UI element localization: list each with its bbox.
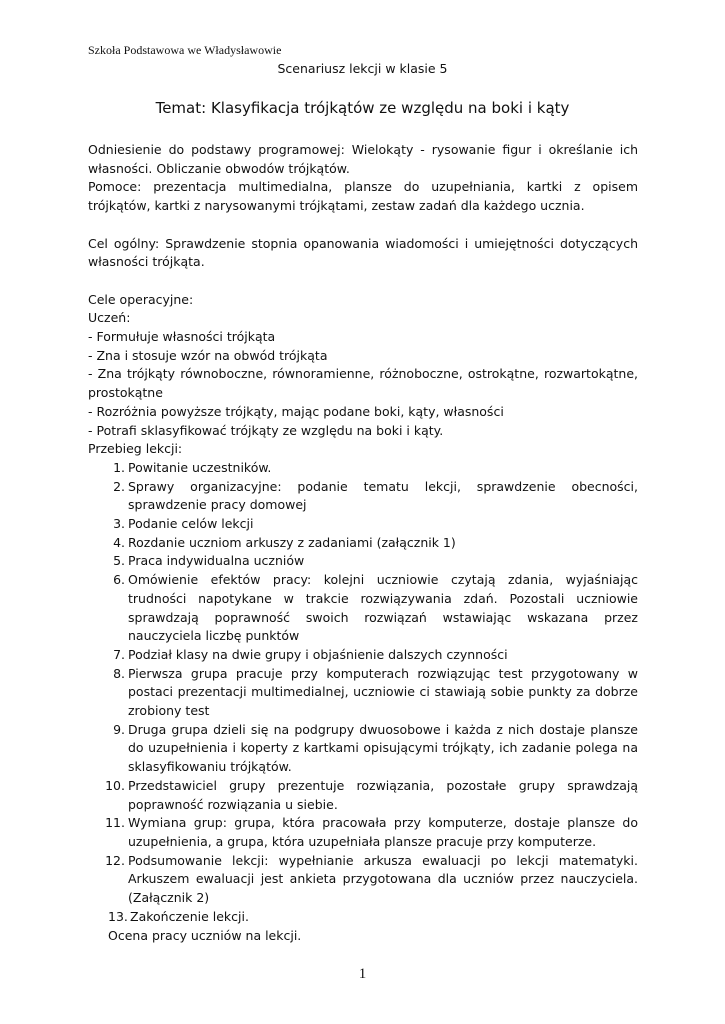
goals-heading: Cele operacyjne: [88, 291, 194, 307]
lesson-step [88, 665, 638, 721]
step-number: 3. [113, 516, 125, 532]
step-number: 2. [113, 478, 125, 494]
goals-subject: Uczeń: [88, 310, 131, 326]
lesson-step [88, 721, 638, 777]
lesson-title: Temat: Klasyfikacja trójkątów ze względu na boki i kąty [155, 99, 570, 117]
step-text: Pierwsza grupa pracuje przy komputerach rozwiązując test przygotowany w postaci prezentacji multimedialnej, uczniowie ci stawiają sobie punkty za dobrze zrobiony test [128, 665, 638, 719]
lesson-step [88, 552, 638, 571]
step-number: 10. [105, 777, 125, 793]
step-number: 13. [108, 908, 128, 924]
school-name: Szkoła Podstawowa we Władysławowie [88, 43, 282, 57]
goal-item: - Zna i stosuje wzór na obwód trójkąta [88, 347, 328, 363]
page-number: 1 [358, 966, 367, 982]
lesson-step [88, 777, 638, 814]
step-text: Przedstawiciel grupy prezentuje rozwiązania, pozostałe grupy sprawdzają poprawność rozwiązania u siebie. [128, 777, 638, 812]
step-text: Zakończenie lekcji. [130, 908, 249, 924]
step-text: Podanie celów lekcji [128, 516, 254, 532]
step-text: Omówienie efektów pracy: kolejni uczniowie czytają zdania, wyjaśniając trudności napotykane w trakcie rozwiązywania zdań. Pozostali uczniowie sprawdzają poprawność swoich rozwiązań wstawiając wskazana przez nauczyciela liczbę punktów [128, 572, 638, 644]
spacer [88, 272, 638, 291]
goal-item: - Potrafi sklasyfikować trójkąty ze względu na boki i kąty. [88, 422, 444, 438]
goals-list [88, 328, 638, 440]
lesson-step [88, 571, 638, 646]
goal-item: - Formułuje własności trójkąta [88, 329, 276, 344]
goal-item: - Rozróżnia powyższe trójkąty, mając podane boki, kąty, własności [88, 403, 504, 419]
step-text: Praca indywidualna uczniów [128, 553, 305, 569]
spacer [88, 216, 638, 235]
general-goal: Cel ogólny: Sprawdzenie stopnia opanowania wiadomości i umiejętności dotyczących własności trójkąta. [88, 235, 638, 270]
lesson-step [88, 908, 638, 927]
step-text: Powitanie uczestników. [128, 459, 272, 475]
step-text: Podsumowanie lekcji: wypełnianie arkusza ewaluacji po lekcji matematyki. Arkuszem ewaluacji jest ankieta przygotowana dla uczniów przez nauczyciela. (Załącznik 2) [128, 852, 638, 906]
step-number: 7. [113, 646, 125, 662]
step-text: Sprawy organizacyjne: podanie tematu lekcji, sprawdzenie obecności, sprawdzenie pracy domowej [128, 478, 638, 513]
step-text: Wymiana grup: grupa, która pracowała przy komputerze, dostaje plansze do uzupełnienia, a grupa, która uzupełniała plansze pracuje przy komputerze. [128, 815, 638, 849]
step-number: 9. [113, 721, 125, 737]
step-number: 8. [113, 665, 125, 681]
course-heading: Przebieg lekcji: [88, 441, 183, 457]
step-number: 1. [113, 459, 125, 475]
step-text: Druga grupa dzieli się na podgrupy dwuosobowe i każda z nich dostaje plansze do uzupełnienia i koperty z kartkami opisującymi trójkąty, ich zadanie polega na sklasyfikowaniu trójkątów. [128, 721, 638, 775]
document-body [88, 141, 638, 945]
closing-note: Ocena pracy uczniów na lekcji. [108, 927, 302, 943]
teaching-aids: Pomoce: prezentacja multimedialna, plansze do uzupełniania, kartki z opisem trójkątów, kartki z narysowanymi trójkątami, zestaw zadań dla każdego ucznia. [88, 179, 638, 214]
step-number: 6. [113, 572, 125, 588]
lesson-step [88, 814, 638, 851]
lesson-step [88, 852, 638, 908]
lesson-step [88, 515, 638, 534]
goal-item: - Zna trójkąty równoboczne, równoramienne, różnoboczne, ostrokątne, rozwartokątne, prostokątne [88, 366, 638, 401]
step-number: 12. [105, 852, 125, 868]
step-number: 5. [113, 553, 125, 569]
lesson-step [88, 459, 638, 478]
lesson-steps-list [88, 459, 638, 927]
lesson-step [88, 534, 638, 553]
step-number: 11. [105, 815, 125, 831]
step-text: Rozdanie uczniom arkuszy z zadaniami (załącznik 1) [128, 534, 456, 550]
document-subtitle: Scenariusz lekcji w klasie 5 [277, 61, 448, 76]
lesson-step [88, 478, 638, 515]
lesson-step [88, 646, 638, 665]
step-text: Podział klasy na dwie grupy i objaśnienie dalszych czynności [128, 646, 508, 662]
curriculum-reference: Odniesienie do podstawy programowej: Wielokąty - rysowanie figur i określanie ich własności. Obliczanie obwodów trójkątów. [88, 142, 638, 176]
step-number: 4. [113, 534, 125, 550]
